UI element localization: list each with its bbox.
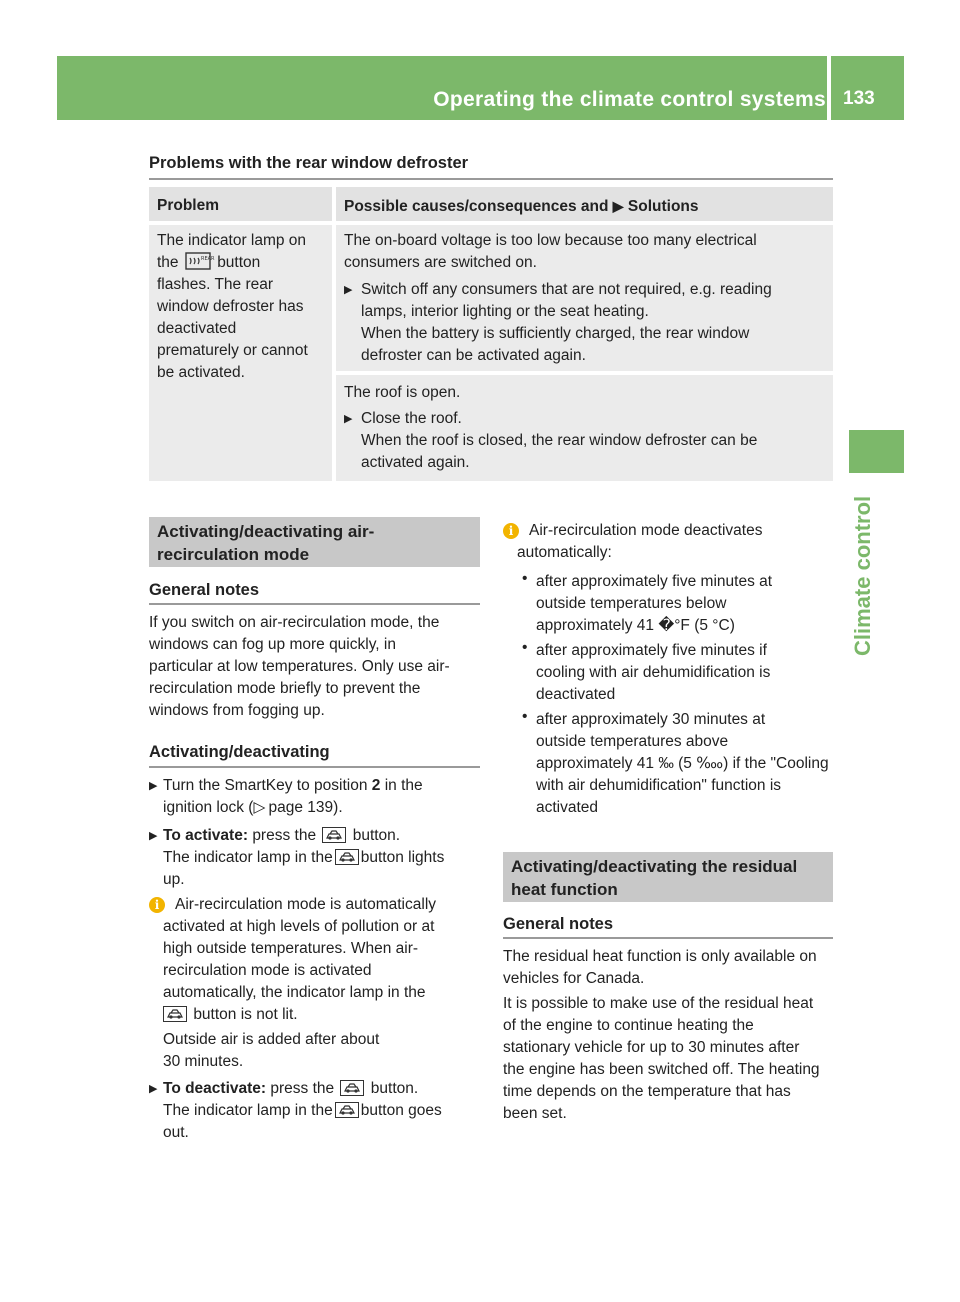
solution-text: activated again. <box>361 454 470 471</box>
step-arrow-icon: ▶ <box>149 780 158 792</box>
divider <box>149 603 480 605</box>
list-item: activated <box>536 799 599 816</box>
problem-text: flashes. The rear <box>157 276 274 293</box>
paragraph-line: windows can fog up more quickly, in <box>149 636 396 653</box>
page-title: Operating the climate control systems <box>433 88 826 111</box>
info-text: button is not lit. <box>163 1004 298 1026</box>
bullet-icon: • <box>522 639 528 656</box>
step-text: Turn the SmartKey to position 2 in the <box>163 777 423 794</box>
step-arrow-icon: ▶ <box>149 830 158 842</box>
info-text: 30 minutes. <box>163 1053 244 1070</box>
page-link[interactable]: page 139 <box>268 799 334 816</box>
paragraph-line: time depends on the temperature that has <box>503 1083 791 1100</box>
problem-text: deactivated <box>157 320 237 337</box>
subheading-general-notes: General notes <box>149 581 260 599</box>
paragraph-line: windows from fogging up. <box>149 702 325 719</box>
list-item: outside temperatures below <box>536 595 727 612</box>
paragraph-line: of the engine to continue heating the <box>503 1017 754 1034</box>
paragraph-line: The residual heat function is only available on <box>503 948 817 965</box>
recirculation-button-icon <box>340 1080 364 1096</box>
info-text: automatically: <box>517 544 612 561</box>
paragraph-line: been set. <box>503 1105 567 1122</box>
recirculation-button-icon <box>163 1006 187 1022</box>
step-arrow-icon: ▶ <box>344 284 353 296</box>
divider <box>149 766 480 768</box>
recirculation-button-icon <box>335 1102 359 1118</box>
chapter-tab <box>849 430 904 473</box>
paragraph-line: If you switch on air-recirculation mode, the <box>149 614 440 631</box>
step-arrow-icon: ▶ <box>344 413 353 425</box>
list-item: with air dehumidification" function is <box>536 777 782 794</box>
section-title-residual-heat: Activating/deactivating the residual <box>511 857 798 876</box>
paragraph-line: particular at low temperatures. Only use air- <box>149 658 450 675</box>
info-text: recirculation mode is activated <box>163 962 372 979</box>
page-number: 133 <box>843 88 875 109</box>
column-header-solutions: Possible causes/consequences and ▶ Solutions <box>344 198 699 215</box>
step-arrow-icon: ▶ <box>149 1083 158 1095</box>
info-text: activated at high levels of pollution or at <box>163 918 435 935</box>
step-text: ignition lock (▷ page 139). <box>163 799 343 816</box>
solution-text: Switch off any consumers that are not required, e.g. reading <box>361 281 772 298</box>
arrow-right-icon: ▶ <box>612 198 624 214</box>
list-item: outside temperatures above <box>536 733 729 750</box>
header-divider <box>827 56 831 120</box>
info-icon: i <box>149 897 165 913</box>
bullet-icon: • <box>522 570 528 587</box>
problem-text: the REAR button <box>157 254 261 271</box>
info-icon: i <box>503 523 519 539</box>
info-text: high outside temperatures. When air- <box>163 940 419 957</box>
cause-text: consumers are switched on. <box>344 254 537 271</box>
step-text: To deactivate: press the button. <box>163 1080 419 1097</box>
info-text: automatically, the indicator lamp in the <box>163 984 426 1001</box>
problem-text: prematurely or cannot <box>157 342 308 359</box>
solution-text: defroster can be activated again. <box>361 347 586 364</box>
svg-text:REAR: REAR <box>200 256 215 262</box>
section-title-recirculation: recirculation mode <box>157 545 310 564</box>
divider <box>149 178 833 180</box>
paragraph-line: the engine has been switched off. The heating <box>503 1061 820 1078</box>
subheading-activating: Activating/deactivating <box>149 743 330 761</box>
list-item: after approximately 30 minutes at <box>536 711 766 728</box>
solution-text: Close the roof. <box>361 410 462 427</box>
paragraph-line: vehicles for Canada. <box>503 970 645 987</box>
bullet-icon: • <box>522 708 528 725</box>
solution-text: When the roof is closed, the rear window defroster can be <box>361 432 758 449</box>
list-item: after approximately five minutes if <box>536 642 767 659</box>
list-item: after approximately five minutes at <box>536 573 773 590</box>
step-text: The indicator lamp in the button lights <box>163 849 445 866</box>
paragraph-line: recirculation mode briefly to prevent the <box>149 680 421 697</box>
rear-defroster-icon <box>185 252 215 270</box>
list-item: approximately 41 �°F (5 °C) <box>536 617 735 634</box>
step-text: To activate: press the button. <box>163 827 401 844</box>
problem-text: be activated. <box>157 364 245 381</box>
info-text: Outside air is added after about <box>163 1031 380 1048</box>
recirculation-button-icon <box>335 849 359 865</box>
list-item: cooling with air dehumidification is <box>536 664 771 681</box>
paragraph-line: stationary vehicle for up to 30 minutes after <box>503 1039 800 1056</box>
section-title-residual-heat: heat function <box>511 880 618 899</box>
problem-text: The indicator lamp on <box>157 232 307 249</box>
step-text: The indicator lamp in the button goes <box>163 1102 442 1119</box>
section-title-recirculation: Activating/deactivating air- <box>157 522 375 541</box>
paragraph-line: It is possible to make use of the residual heat <box>503 995 814 1012</box>
recirculation-button-icon <box>322 827 346 843</box>
problem-text: window defroster has <box>157 298 304 315</box>
list-item: deactivated <box>536 686 616 703</box>
step-text: out. <box>163 1124 189 1141</box>
list-item: approximately 41 ‰ (5 ‱) if the "Cooling <box>536 755 829 772</box>
section-title-rear-defroster: Problems with the rear window defroster <box>149 154 469 172</box>
info-text: Air-recirculation mode deactivates <box>529 522 763 539</box>
cause-text: The roof is open. <box>344 384 461 401</box>
divider <box>503 937 833 939</box>
subheading-general-notes: General notes <box>503 915 614 933</box>
page-ref-icon: ▷ <box>253 799 269 816</box>
solution-text: When the battery is sufficiently charged, the rear window <box>361 325 750 342</box>
step-text: up. <box>163 871 185 888</box>
solution-text: lamps, interior lighting or the seat heating. <box>361 303 649 320</box>
column-header-problem: Problem <box>157 197 220 214</box>
info-text: Air-recirculation mode is automatically <box>175 896 437 913</box>
cause-text: The on-board voltage is too low because too many electrical <box>344 232 757 249</box>
